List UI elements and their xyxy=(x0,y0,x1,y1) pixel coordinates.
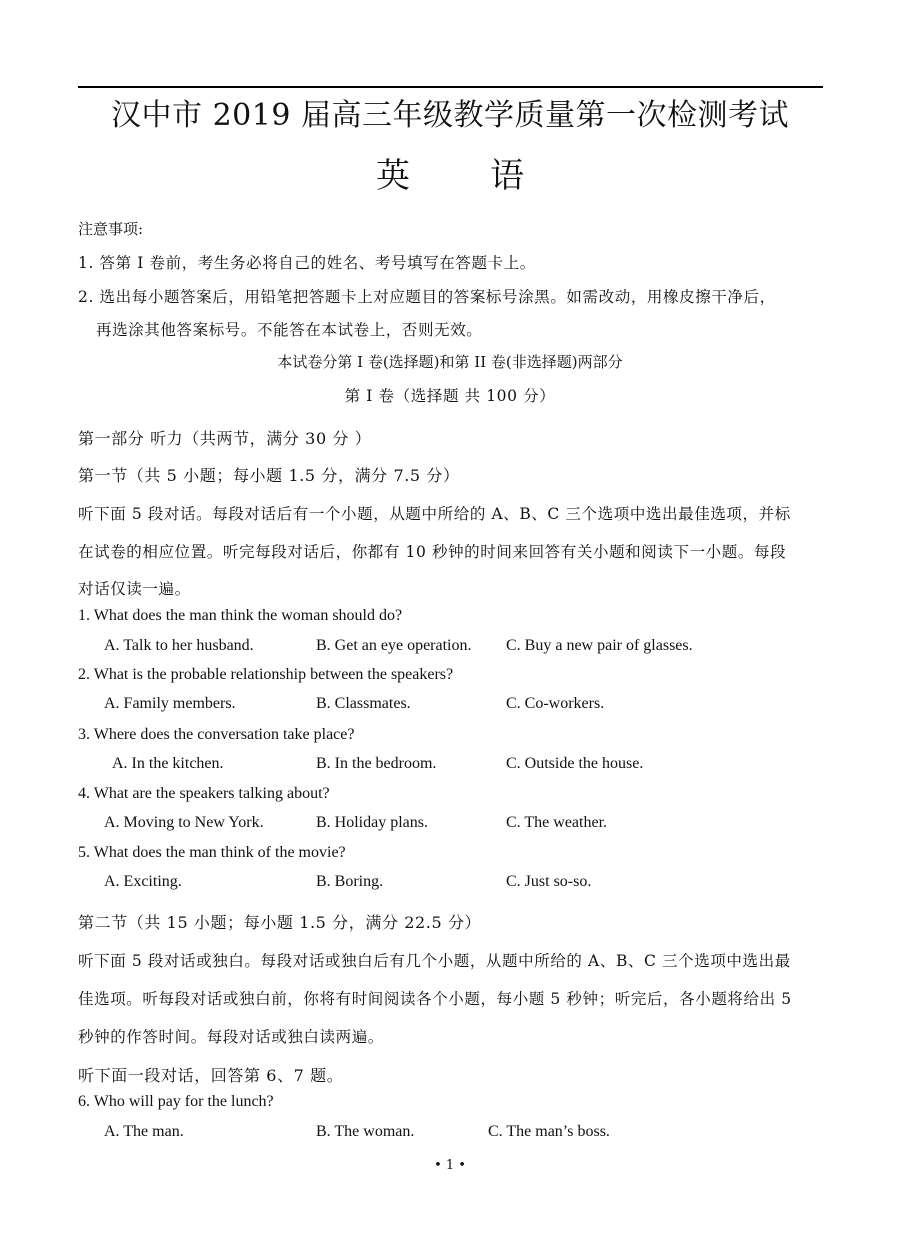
section-1-instr-3: 对话仅读一遍。 xyxy=(78,580,191,598)
question-4: 4. What are the speakers talking about? xyxy=(78,785,330,802)
page-number: • 1 • xyxy=(434,1158,466,1173)
section-1-heading: 第一节（共 5 小题；每小题 1.5 分，满分 7.5 分） xyxy=(78,466,460,485)
q5-option-b: B. Boring. xyxy=(316,873,384,890)
section-2-heading: 第二节（共 15 小题；每小题 1.5 分，满分 22.5 分） xyxy=(78,913,482,932)
q1-option-b: B. Get an eye operation. xyxy=(316,637,472,654)
q1-option-c: C. Buy a new pair of glasses. xyxy=(506,637,693,654)
section-2-instr-3: 秒钟的作答时间。每段对话或独白读两遍。 xyxy=(78,1028,384,1046)
note-1: 1. 答第 I 卷前，考生务必将自己的姓名、考号填写在答题卡上。 xyxy=(78,254,536,272)
notes-heading: 注意事项: xyxy=(78,220,144,238)
q3-option-b: B. In the bedroom. xyxy=(316,755,437,772)
section-2-instr-1: 听下面 5 段对话或独白。每段对话或独白后有几个小题，从题中所给的 A、B、C 三个选项中选出最 xyxy=(78,952,791,970)
note-2-line-1: 2. 选出每小题答案后，用铅笔把答题卡上对应题目的答案标号涂黑。如需改动，用橡皮擦干净后， xyxy=(78,288,776,306)
q3-option-c: C. Outside the house. xyxy=(506,755,644,772)
exam-title: 汉中市 2019 届高三年级教学质量第一次检测考试 xyxy=(111,98,789,133)
note-2-line-2: 再选涂其他答案标号。不能答在本试卷上，否则无效。 xyxy=(96,321,483,339)
q6-option-c: C. The man’s boss. xyxy=(488,1123,610,1140)
dialog-intro: 听下面一段对话，回答第 6、7 题。 xyxy=(78,1066,344,1085)
section-1-instr-1: 听下面 5 段对话。每段对话后有一个小题，从题中所给的 A、B、C 三个选项中选出最佳选项，并标 xyxy=(78,505,791,523)
subject-char-1: 英 xyxy=(376,156,410,196)
q2-option-a: A. Family members. xyxy=(104,695,236,712)
question-2: 2. What is the probable relationship between the speakers? xyxy=(78,666,454,683)
q2-option-c: C. Co-workers. xyxy=(506,695,605,712)
question-1: 1. What does the man think the woman should do? xyxy=(78,607,403,624)
q4-option-c: C. The weather. xyxy=(506,814,608,831)
part-1-heading: 第一部分 听力（共两节，满分 30 分 ） xyxy=(78,429,372,448)
q5-option-c: C. Just so-so. xyxy=(506,873,592,890)
q1-option-a: A. Talk to her husband. xyxy=(104,637,254,654)
section-1-instr-2: 在试卷的相应位置。听完每段对话后，你都有 10 秒钟的时间来回答有关小题和阅读下一小题。每段 xyxy=(78,543,787,561)
q4-option-b: B. Holiday plans. xyxy=(316,814,428,831)
subject-char-2: 语 xyxy=(490,156,524,196)
question-5: 5. What does the man think of the movie? xyxy=(78,844,346,861)
question-3: 3. Where does the conversation take place? xyxy=(78,726,355,743)
q5-option-a: A. Exciting. xyxy=(104,873,182,890)
subject-title xyxy=(0,148,900,197)
top-rule xyxy=(78,86,823,88)
section-2-instr-2: 佳选项。听每段对话或独白前，你将有时间阅读各个小题，每小题 5 秒钟；听完后，各小题将给出 5 xyxy=(78,990,792,1008)
q6-option-a: A. The man. xyxy=(104,1123,184,1140)
q3-option-a: A. In the kitchen. xyxy=(112,755,224,772)
question-6: 6. Who will pay for the lunch? xyxy=(78,1093,274,1110)
q6-option-b: B. The woman. xyxy=(316,1123,415,1140)
exam-parts: 本试卷分第 I 卷(选择题)和第 II 卷(非选择题)两部分 xyxy=(277,353,623,371)
volume-1-heading: 第 I 卷（选择题 共 100 分） xyxy=(344,387,556,405)
q2-option-b: B. Classmates. xyxy=(316,695,411,712)
q4-option-a: A. Moving to New York. xyxy=(104,814,264,831)
